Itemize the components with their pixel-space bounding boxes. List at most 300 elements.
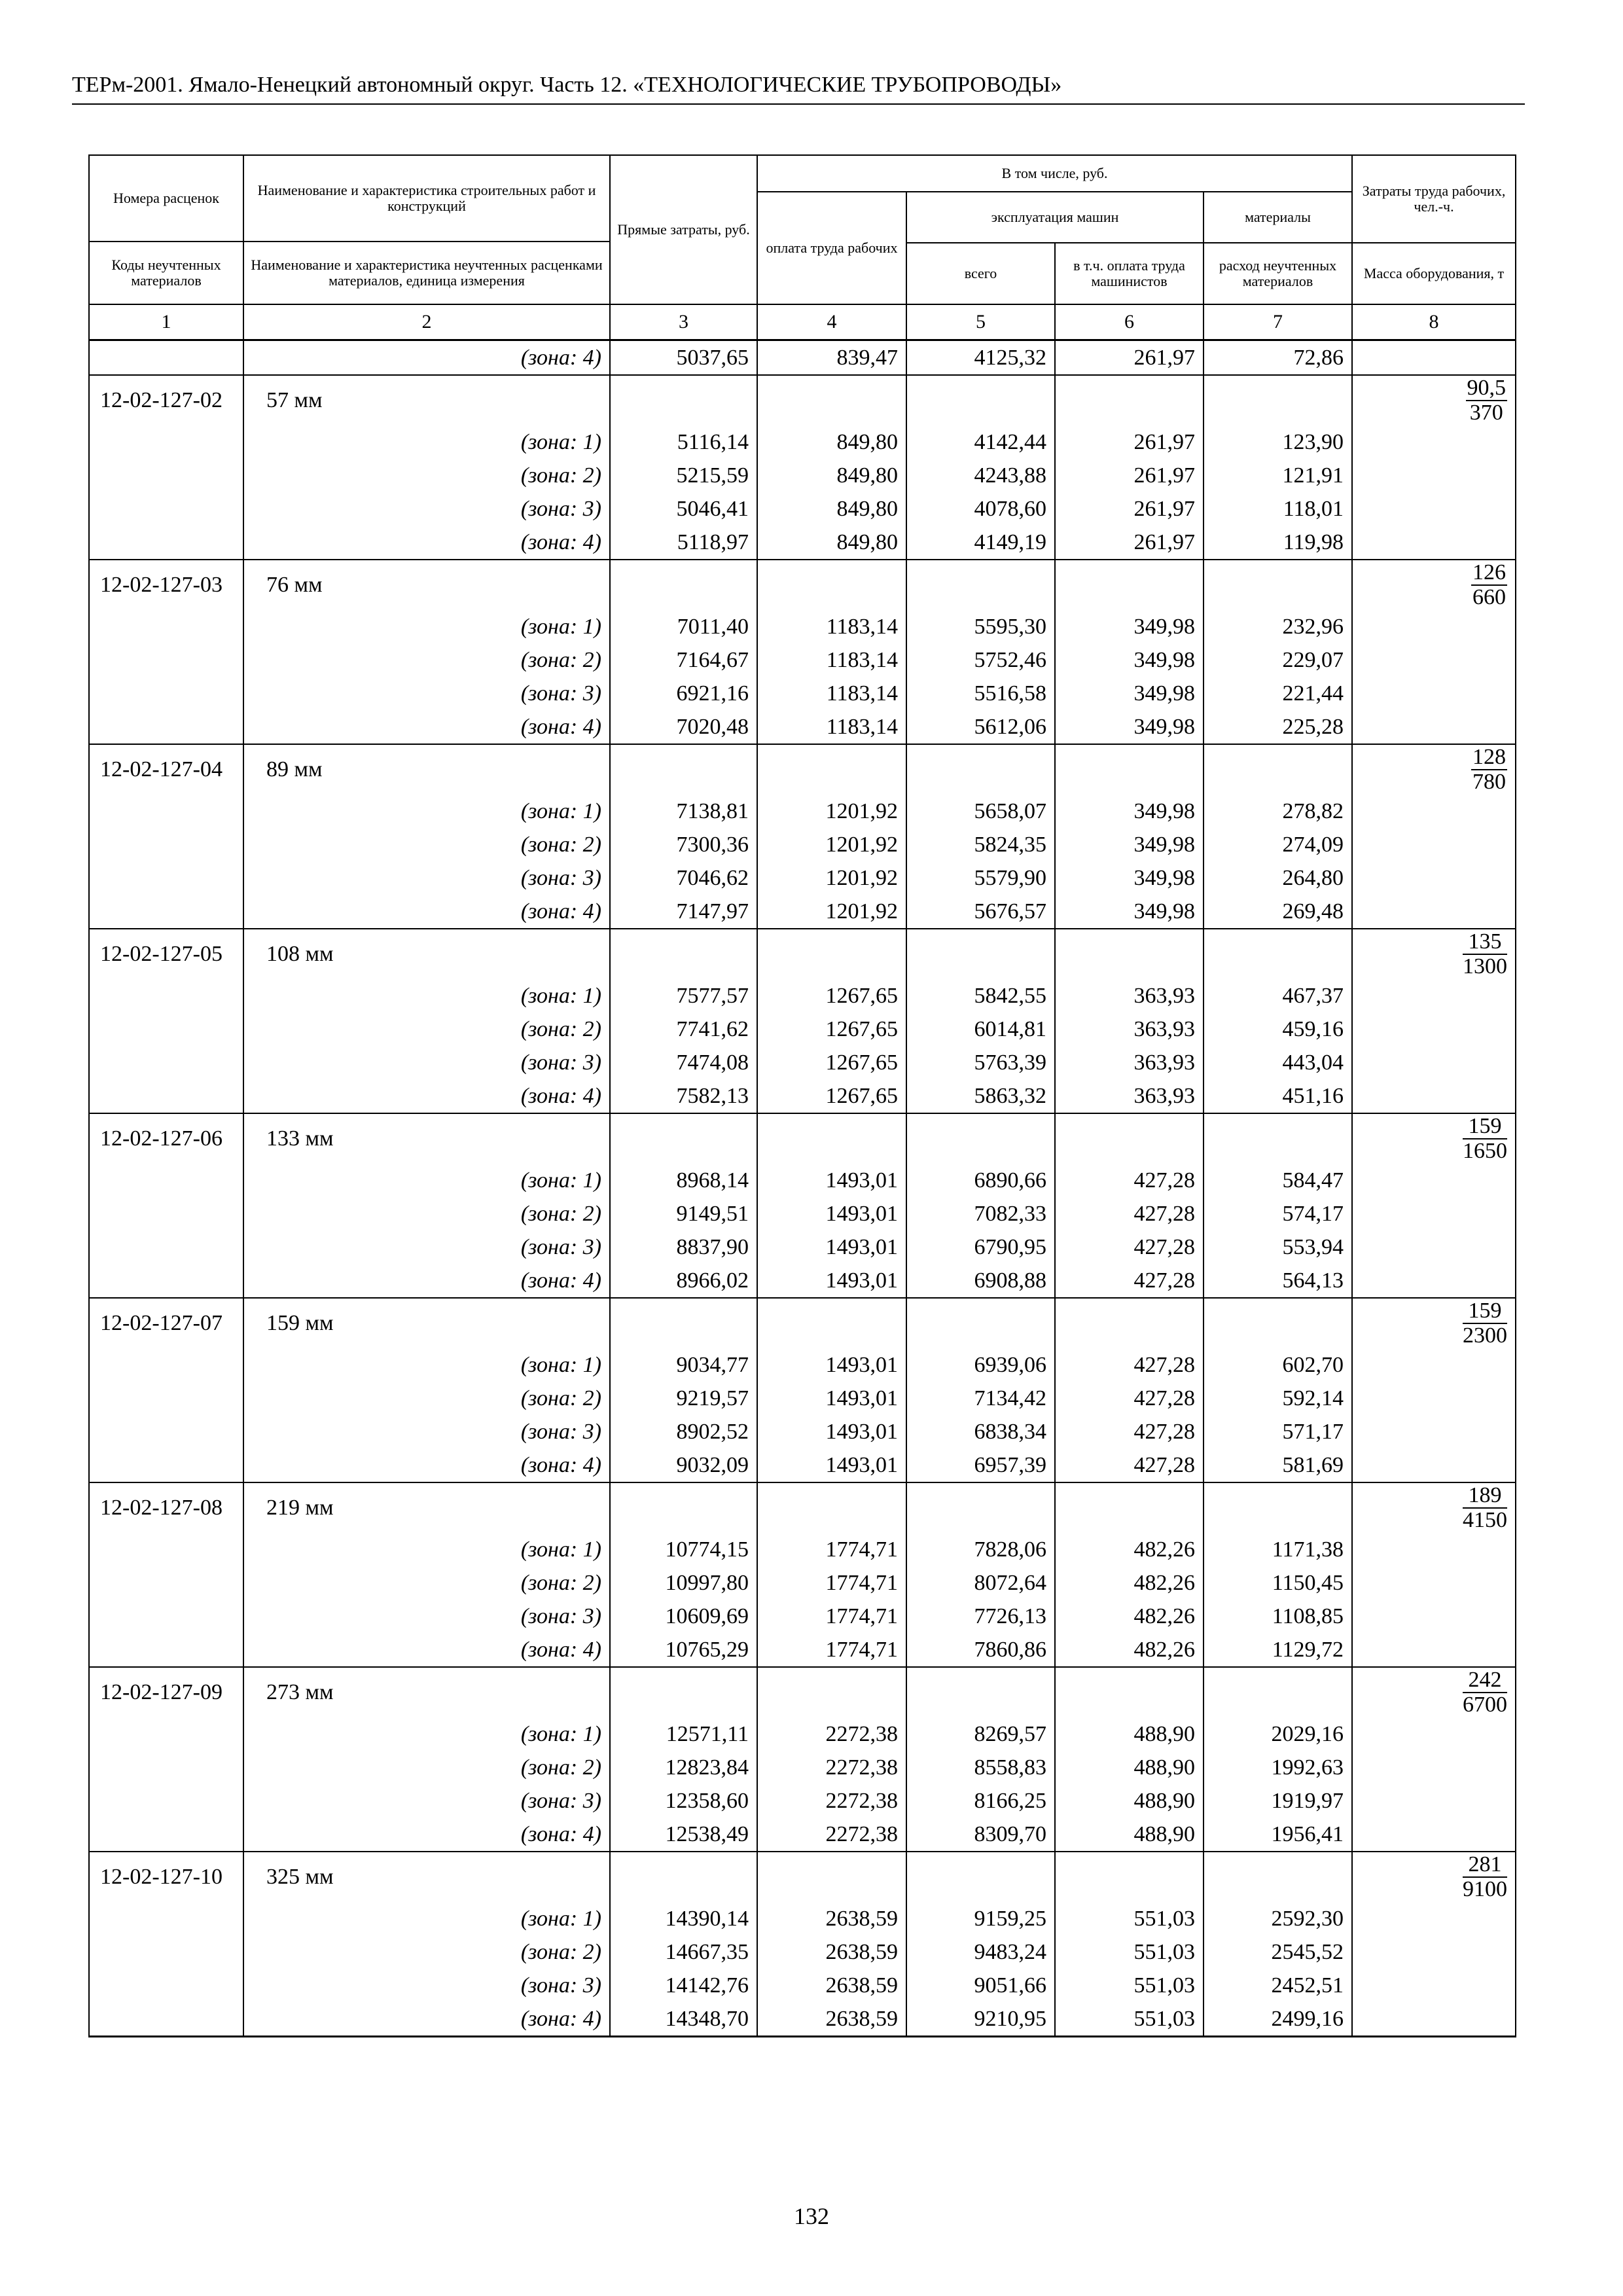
value-cell: 488,90 <box>1055 1818 1204 1852</box>
labor-mass-fraction <box>1471 561 1507 609</box>
empty-cell <box>1352 1264 1516 1298</box>
empty-cell <box>757 744 906 795</box>
value-cell: 1493,01 <box>757 1164 906 1197</box>
empty-cell <box>1352 1382 1516 1415</box>
labor-costs-value: 159 <box>1463 1299 1507 1324</box>
labor-costs-value: 242 <box>1463 1668 1507 1693</box>
empty-cell <box>1055 929 1204 979</box>
empty-cell <box>1352 1230 1516 1264</box>
value-cell: 6921,16 <box>610 677 757 710</box>
zone-row <box>89 1633 1516 1667</box>
value-cell: 427,28 <box>1055 1230 1204 1264</box>
empty-cell <box>1352 1751 1516 1784</box>
value-cell: 261,97 <box>1055 459 1204 492</box>
column-number: 5 <box>906 304 1055 340</box>
zone-row <box>89 1348 1516 1382</box>
empty-cell <box>1352 1415 1516 1448</box>
value-cell: 602,70 <box>1204 1348 1352 1382</box>
rate-code-cell <box>89 1264 243 1298</box>
value-cell: 261,97 <box>1055 492 1204 526</box>
pipe-diameter: 89 мм <box>243 744 610 795</box>
value-cell: 1493,01 <box>757 1230 906 1264</box>
value-cell: 349,98 <box>1055 795 1204 828</box>
zone-row <box>89 710 1516 744</box>
value-cell: 7474,08 <box>610 1046 757 1079</box>
value-cell: 123,90 <box>1204 425 1352 459</box>
value-cell: 451,16 <box>1204 1079 1352 1113</box>
value-cell: 5612,06 <box>906 710 1055 744</box>
zone-label: (зона: 1) <box>243 1533 610 1566</box>
value-cell: 8968,14 <box>610 1164 757 1197</box>
zone-row <box>89 1079 1516 1113</box>
value-cell: 553,94 <box>1204 1230 1352 1264</box>
rate-code-cell <box>89 1197 243 1230</box>
zone-label: (зона: 1) <box>243 979 610 1013</box>
column-number: 4 <box>757 304 906 340</box>
value-cell: 9159,25 <box>906 1902 1055 1935</box>
value-cell: 482,26 <box>1055 1566 1204 1600</box>
labor-mass-cell <box>1352 375 1516 425</box>
rate-code-cell <box>89 861 243 895</box>
value-cell: 839,47 <box>757 340 906 376</box>
empty-cell <box>757 375 906 425</box>
empty-cell <box>1352 2002 1516 2037</box>
value-cell: 5116,14 <box>610 425 757 459</box>
value-cell: 1150,45 <box>1204 1566 1352 1600</box>
zone-row <box>89 1448 1516 1482</box>
empty-cell <box>1352 610 1516 643</box>
zone-row <box>89 425 1516 459</box>
empty-cell <box>1352 1935 1516 1969</box>
zone-label: (зона: 1) <box>243 795 610 828</box>
zone-label: (зона: 4) <box>243 340 610 376</box>
labor-mass-cell <box>1352 1298 1516 1348</box>
rate-code-cell <box>89 1079 243 1113</box>
rate-code-cell <box>89 1902 243 1935</box>
rate-item-row <box>89 375 1516 425</box>
value-cell: 427,28 <box>1055 1415 1204 1448</box>
value-cell: 427,28 <box>1055 1348 1204 1382</box>
column-number: 8 <box>1352 304 1516 340</box>
zone-label: (зона: 2) <box>243 1751 610 1784</box>
empty-cell <box>757 1667 906 1717</box>
labor-mass-fraction <box>1466 376 1508 425</box>
empty-cell <box>1352 1348 1516 1382</box>
value-cell: 2638,59 <box>757 1902 906 1935</box>
rate-code-cell <box>89 425 243 459</box>
value-cell: 1493,01 <box>757 1264 906 1298</box>
empty-cell <box>610 560 757 610</box>
zone-row <box>89 1751 1516 1784</box>
value-cell: 7011,40 <box>610 610 757 643</box>
zone-label: (зона: 1) <box>243 1348 610 1382</box>
rate-code-cell <box>89 1046 243 1079</box>
empty-cell <box>610 1113 757 1164</box>
rate-item-row <box>89 560 1516 610</box>
value-cell: 1183,14 <box>757 677 906 710</box>
zone-row <box>89 492 1516 526</box>
value-cell: 1493,01 <box>757 1382 906 1415</box>
zone-row <box>89 1969 1516 2002</box>
empty-cell <box>1204 1298 1352 1348</box>
value-cell: 8558,83 <box>906 1751 1055 1784</box>
value-cell: 9034,77 <box>610 1348 757 1382</box>
empty-cell <box>1352 1784 1516 1818</box>
empty-cell <box>1352 1969 1516 2002</box>
value-cell: 5863,32 <box>906 1079 1055 1113</box>
th-machinists-pay: в т.ч. оплата труда машинистов <box>1055 243 1204 304</box>
value-cell: 1267,65 <box>757 1013 906 1046</box>
value-cell: 427,28 <box>1055 1382 1204 1415</box>
zone-row <box>89 1902 1516 1935</box>
pipe-diameter: 325 мм <box>243 1852 610 1902</box>
value-cell: 349,98 <box>1055 710 1204 744</box>
value-cell: 10774,15 <box>610 1533 757 1566</box>
carryover-row <box>89 340 1516 376</box>
value-cell: 10609,69 <box>610 1600 757 1633</box>
rate-code: 12-02-127-03 <box>89 560 243 610</box>
labor-costs-value: 189 <box>1463 1484 1507 1509</box>
th-rate-numbers: Номера расценок <box>89 155 243 242</box>
value-cell: 592,14 <box>1204 1382 1352 1415</box>
value-cell: 574,17 <box>1204 1197 1352 1230</box>
labor-mass-cell <box>1352 929 1516 979</box>
column-number: 1 <box>89 304 243 340</box>
value-cell: 1183,14 <box>757 710 906 744</box>
zone-row <box>89 1382 1516 1415</box>
value-cell: 269,48 <box>1204 895 1352 929</box>
value-cell: 1267,65 <box>757 1079 906 1113</box>
th-material-codes: Коды неучтенных материалов <box>89 242 243 304</box>
zone-row <box>89 643 1516 677</box>
th-equipment-mass: Масса оборудования, т <box>1352 243 1516 304</box>
value-cell: 225,28 <box>1204 710 1352 744</box>
rate-item-row <box>89 744 1516 795</box>
empty-cell <box>906 929 1055 979</box>
value-cell: 427,28 <box>1055 1448 1204 1482</box>
empty-cell <box>1352 677 1516 710</box>
pipe-diameter: 133 мм <box>243 1113 610 1164</box>
empty-cell <box>1055 560 1204 610</box>
value-cell: 1201,92 <box>757 861 906 895</box>
zone-label: (зона: 2) <box>243 1935 610 1969</box>
labor-mass-cell <box>1352 1667 1516 1717</box>
rate-code-cell <box>89 610 243 643</box>
equipment-mass-value: 1650 <box>1463 1139 1508 1163</box>
table-body <box>89 340 1516 2037</box>
empty-cell <box>1352 1046 1516 1079</box>
empty-cell <box>1352 643 1516 677</box>
equipment-mass-value: 2300 <box>1463 1323 1508 1348</box>
empty-cell <box>1352 861 1516 895</box>
value-cell: 7828,06 <box>906 1533 1055 1566</box>
empty-cell <box>610 744 757 795</box>
value-cell: 12538,49 <box>610 1818 757 1852</box>
th-machines: эксплуатация машин <box>906 192 1204 243</box>
value-cell: 8837,90 <box>610 1230 757 1264</box>
zone-row <box>89 1415 1516 1448</box>
value-cell: 349,98 <box>1055 677 1204 710</box>
zone-row <box>89 1013 1516 1046</box>
empty-cell <box>1352 1600 1516 1633</box>
rate-code-cell <box>89 677 243 710</box>
zone-row <box>89 1164 1516 1197</box>
value-cell: 261,97 <box>1055 425 1204 459</box>
value-cell: 5595,30 <box>906 610 1055 643</box>
value-cell: 6790,95 <box>906 1230 1055 1264</box>
value-cell: 1267,65 <box>757 979 906 1013</box>
value-cell: 7741,62 <box>610 1013 757 1046</box>
value-cell: 6014,81 <box>906 1013 1055 1046</box>
zone-label: (зона: 4) <box>243 526 610 560</box>
value-cell: 6908,88 <box>906 1264 1055 1298</box>
zone-row <box>89 1197 1516 1230</box>
rate-code: 12-02-127-07 <box>89 1298 243 1348</box>
empty-cell <box>1352 1448 1516 1482</box>
value-cell: 1493,01 <box>757 1415 906 1448</box>
rate-code: 12-02-127-05 <box>89 929 243 979</box>
empty-cell <box>1352 1717 1516 1751</box>
value-cell: 5676,57 <box>906 895 1055 929</box>
empty-cell <box>1352 492 1516 526</box>
value-cell: 4243,88 <box>906 459 1055 492</box>
column-numbers-row <box>89 304 1516 340</box>
value-cell: 8166,25 <box>906 1784 1055 1818</box>
column-number: 2 <box>243 304 610 340</box>
equipment-mass-value: 660 <box>1472 585 1507 609</box>
value-cell: 5763,39 <box>906 1046 1055 1079</box>
zone-label: (зона: 1) <box>243 1164 610 1197</box>
value-cell: 7046,62 <box>610 861 757 895</box>
value-cell: 221,44 <box>1204 677 1352 710</box>
empty-cell <box>610 1298 757 1348</box>
rate-item-row <box>89 1482 1516 1533</box>
value-cell: 1129,72 <box>1204 1633 1352 1667</box>
pipe-diameter: 159 мм <box>243 1298 610 1348</box>
value-cell: 349,98 <box>1055 895 1204 929</box>
value-cell: 9051,66 <box>906 1969 1055 2002</box>
value-cell: 5752,46 <box>906 643 1055 677</box>
value-cell: 14390,14 <box>610 1902 757 1935</box>
rate-code: 12-02-127-04 <box>89 744 243 795</box>
value-cell: 6939,06 <box>906 1348 1055 1382</box>
empty-cell <box>610 375 757 425</box>
pipe-diameter: 219 мм <box>243 1482 610 1533</box>
rate-code-cell <box>89 895 243 929</box>
zone-label: (зона: 2) <box>243 828 610 861</box>
value-cell: 459,16 <box>1204 1013 1352 1046</box>
rate-code-cell <box>89 1013 243 1046</box>
th-materials: материалы <box>1204 192 1352 243</box>
value-cell: 261,97 <box>1055 340 1204 376</box>
empty-cell <box>1055 1667 1204 1717</box>
value-cell: 2272,38 <box>757 1818 906 1852</box>
empty-cell <box>1352 1013 1516 1046</box>
empty-cell <box>757 1113 906 1164</box>
value-cell: 551,03 <box>1055 2002 1204 2037</box>
zone-label: (зона: 3) <box>243 1969 610 2002</box>
rate-code-cell <box>89 1448 243 1482</box>
value-cell: 5842,55 <box>906 979 1055 1013</box>
empty-cell <box>757 560 906 610</box>
labor-mass-fraction <box>1463 1299 1507 1348</box>
empty-cell <box>610 1482 757 1533</box>
value-cell: 7726,13 <box>906 1600 1055 1633</box>
value-cell: 2029,16 <box>1204 1717 1352 1751</box>
rate-code-cell <box>89 979 243 1013</box>
labor-costs-value: 128 <box>1472 745 1507 769</box>
value-cell: 427,28 <box>1055 1264 1204 1298</box>
zone-row <box>89 1230 1516 1264</box>
empty-cell <box>610 1852 757 1902</box>
value-cell: 278,82 <box>1204 795 1352 828</box>
value-cell: 7082,33 <box>906 1197 1055 1230</box>
value-cell: 119,98 <box>1204 526 1352 560</box>
value-cell: 349,98 <box>1055 828 1204 861</box>
zone-label: (зона: 2) <box>243 1197 610 1230</box>
th-work-name: Наименование и характеристика строительных работ и конструкций <box>243 155 610 242</box>
zone-row <box>89 979 1516 1013</box>
value-cell: 264,80 <box>1204 861 1352 895</box>
zone-label: (зона: 3) <box>243 677 610 710</box>
value-cell: 8269,57 <box>906 1717 1055 1751</box>
zone-label: (зона: 4) <box>243 1448 610 1482</box>
value-cell: 7020,48 <box>610 710 757 744</box>
value-cell: 5516,58 <box>906 677 1055 710</box>
zone-label: (зона: 2) <box>243 643 610 677</box>
zone-row <box>89 1717 1516 1751</box>
th-direct-costs: Прямые затраты, руб. <box>610 155 757 304</box>
value-cell: 1201,92 <box>757 895 906 929</box>
zone-label: (зона: 4) <box>243 1264 610 1298</box>
table-head <box>89 155 1516 340</box>
zone-row <box>89 677 1516 710</box>
value-cell: 349,98 <box>1055 643 1204 677</box>
rate-code-cell <box>89 1751 243 1784</box>
zone-row <box>89 1784 1516 1818</box>
empty-cell <box>1055 1852 1204 1902</box>
zone-row <box>89 895 1516 929</box>
empty-cell <box>1352 425 1516 459</box>
labor-mass-fraction <box>1463 1668 1507 1717</box>
value-cell: 4142,44 <box>906 425 1055 459</box>
value-cell: 7300,36 <box>610 828 757 861</box>
empty-cell <box>906 375 1055 425</box>
value-cell: 1493,01 <box>757 1448 906 1482</box>
rate-code-cell <box>89 828 243 861</box>
value-cell: 9219,57 <box>610 1382 757 1415</box>
empty-cell <box>1352 526 1516 560</box>
value-cell: 551,03 <box>1055 1935 1204 1969</box>
zone-label: (зона: 1) <box>243 1902 610 1935</box>
rate-code-cell <box>89 1717 243 1751</box>
rate-code-cell <box>89 643 243 677</box>
pipe-diameter: 273 мм <box>243 1667 610 1717</box>
th-machines-total: всего <box>906 243 1055 304</box>
rate-code-cell <box>89 1784 243 1818</box>
labor-mass-cell <box>1352 1482 1516 1533</box>
labor-mass-fraction <box>1471 745 1507 794</box>
value-cell: 7164,67 <box>610 643 757 677</box>
column-number: 3 <box>610 304 757 340</box>
zone-label: (зона: 3) <box>243 861 610 895</box>
value-cell: 849,80 <box>757 492 906 526</box>
zone-label: (зона: 3) <box>243 1784 610 1818</box>
value-cell: 849,80 <box>757 459 906 492</box>
labor-costs-value: 281 <box>1463 1853 1507 1878</box>
rate-code-cell <box>89 1818 243 1852</box>
value-cell: 7577,57 <box>610 979 757 1013</box>
empty-cell <box>757 1852 906 1902</box>
pipe-diameter: 76 мм <box>243 560 610 610</box>
equipment-mass-value: 1300 <box>1463 954 1508 978</box>
empty-cell <box>1352 1633 1516 1667</box>
rate-code: 12-02-127-10 <box>89 1852 243 1902</box>
value-cell: 12823,84 <box>610 1751 757 1784</box>
value-cell: 14348,70 <box>610 2002 757 2037</box>
value-cell: 5579,90 <box>906 861 1055 895</box>
empty-cell <box>1352 1533 1516 1566</box>
value-cell: 5824,35 <box>906 828 1055 861</box>
value-cell: 1493,01 <box>757 1348 906 1382</box>
value-cell: 2272,38 <box>757 1784 906 1818</box>
zone-label: (зона: 3) <box>243 1230 610 1264</box>
value-cell: 849,80 <box>757 425 906 459</box>
zone-row <box>89 1600 1516 1633</box>
th-labor-pay: оплата труда рабочих <box>757 192 906 304</box>
zone-label: (зона: 4) <box>243 1633 610 1667</box>
labor-mass-cell <box>1352 560 1516 610</box>
empty-cell <box>1352 979 1516 1013</box>
empty-cell <box>1352 340 1516 376</box>
empty-cell <box>906 1852 1055 1902</box>
value-cell: 482,26 <box>1055 1600 1204 1633</box>
value-cell: 7860,86 <box>906 1633 1055 1667</box>
value-cell: 10997,80 <box>610 1566 757 1600</box>
value-cell: 5037,65 <box>610 340 757 376</box>
value-cell: 4125,32 <box>906 340 1055 376</box>
empty-cell <box>906 744 1055 795</box>
zone-label: (зона: 2) <box>243 1566 610 1600</box>
empty-cell <box>1055 744 1204 795</box>
value-cell: 1267,65 <box>757 1046 906 1079</box>
zone-label: (зона: 4) <box>243 710 610 744</box>
value-cell: 5046,41 <box>610 492 757 526</box>
zone-label: (зона: 3) <box>243 1600 610 1633</box>
labor-costs-value: 159 <box>1463 1115 1507 1139</box>
value-cell: 488,90 <box>1055 1751 1204 1784</box>
rate-code: 12-02-127-02 <box>89 375 243 425</box>
rate-item-row <box>89 1667 1516 1717</box>
rate-code-cell <box>89 1600 243 1633</box>
page-number: 132 <box>794 2203 829 2229</box>
value-cell: 5215,59 <box>610 459 757 492</box>
value-cell: 2272,38 <box>757 1751 906 1784</box>
value-cell: 349,98 <box>1055 610 1204 643</box>
value-cell: 482,26 <box>1055 1633 1204 1667</box>
value-cell: 10765,29 <box>610 1633 757 1667</box>
zone-label: (зона: 4) <box>243 2002 610 2037</box>
empty-cell <box>1352 828 1516 861</box>
zone-row <box>89 795 1516 828</box>
rate-code-cell <box>89 1533 243 1566</box>
equipment-mass-value: 4150 <box>1463 1508 1508 1532</box>
value-cell: 5118,97 <box>610 526 757 560</box>
empty-cell <box>906 1298 1055 1348</box>
equipment-mass-value: 6700 <box>1463 1693 1508 1717</box>
zone-label: (зона: 1) <box>243 425 610 459</box>
value-cell: 121,91 <box>1204 459 1352 492</box>
